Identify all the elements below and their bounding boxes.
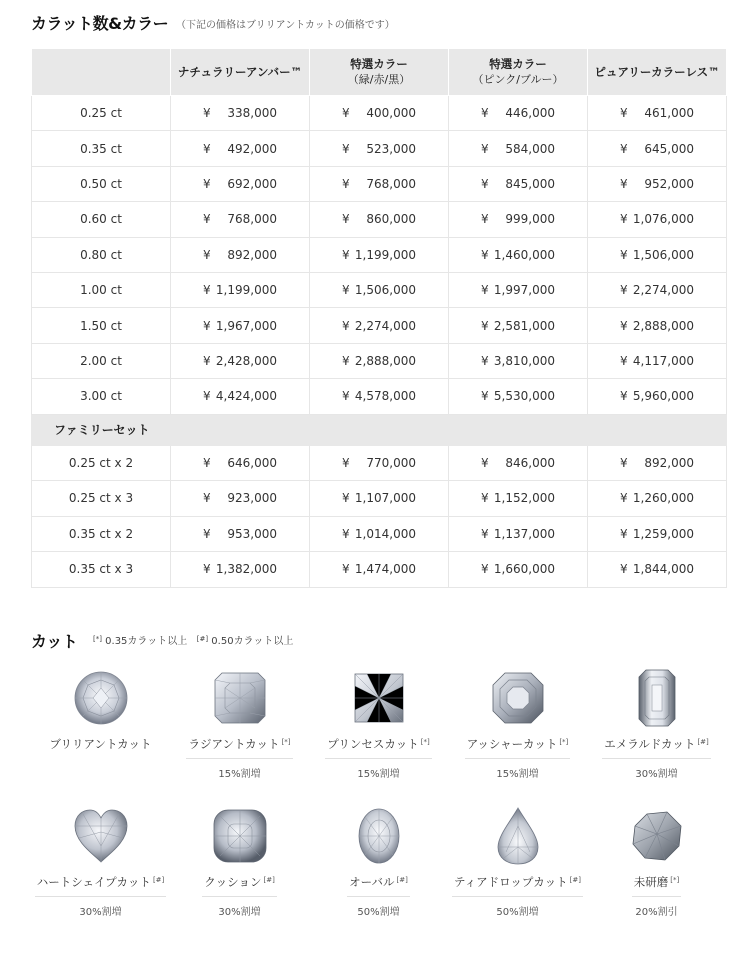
yen-sign: ¥ [481, 353, 489, 368]
row-label: 0.50 ct [32, 166, 171, 201]
price-cell [310, 96, 449, 131]
price-cell [588, 131, 727, 166]
family-set-label: ファミリーセット [32, 414, 727, 445]
price-value: 770,000 [366, 455, 416, 470]
yen-sign: ¥ [481, 212, 489, 227]
yen-sign: ¥ [481, 389, 489, 404]
yen-sign: ¥ [481, 176, 489, 191]
price-value: 446,000 [505, 106, 555, 121]
price-value: 1,107,000 [354, 491, 416, 506]
yen-sign: ¥ [620, 562, 628, 577]
price-cell [449, 272, 588, 307]
price-value: 768,000 [227, 212, 277, 227]
cut-item [587, 806, 726, 918]
row-label: 0.80 ct [32, 237, 171, 272]
header-special-color-pink-blue: 特選カラー （ピンク/ブルー） [449, 49, 588, 96]
header-natural-amber: ナチュラリーアンバー™ [171, 49, 310, 96]
price-value: 2,274,000 [354, 318, 416, 333]
price-cell [310, 343, 449, 378]
cut-name [452, 874, 583, 897]
radiant-diamond-icon [210, 668, 270, 728]
cut-item [448, 806, 587, 918]
cut-name-text: クッション [204, 875, 262, 889]
price-value: 5,530,000 [493, 389, 555, 404]
price-value: 1,997,000 [493, 283, 555, 298]
legend-mark-star: [*] [93, 635, 102, 643]
cut-price-adjustment: 50%割増 [496, 907, 539, 918]
price-section-title: カラット数&カラー [31, 14, 169, 33]
price-value: 2,888,000 [354, 353, 416, 368]
price-cell [310, 552, 449, 588]
yen-sign: ¥ [203, 562, 211, 577]
price-value: 1,014,000 [354, 526, 416, 541]
price-value: 768,000 [366, 176, 416, 191]
price-value: 1,199,000 [215, 283, 277, 298]
cut-name-text: ハートシェイプカット [36, 875, 151, 889]
cut-name [602, 736, 711, 759]
price-cell [588, 166, 727, 201]
cut-name-text: エメラルドカット [604, 737, 696, 751]
price-cell [449, 308, 588, 343]
price-cell [588, 96, 727, 131]
price-value: 646,000 [227, 455, 277, 470]
yen-sign: ¥ [342, 491, 350, 506]
price-value: 1,076,000 [632, 212, 694, 227]
price-cell [310, 481, 449, 517]
yen-sign: ¥ [481, 283, 489, 298]
family-price-row [32, 445, 727, 481]
cut-size-mark: [*] [670, 876, 680, 884]
cut-name [465, 736, 571, 759]
price-cell [588, 379, 727, 414]
yen-sign: ¥ [342, 106, 350, 121]
cut-name [202, 874, 277, 897]
header-cell-empty [32, 49, 171, 96]
yen-sign: ¥ [620, 283, 628, 298]
price-cell [449, 166, 588, 201]
yen-sign: ¥ [203, 526, 211, 541]
price-table-body [32, 96, 727, 588]
row-label: 0.35 ct [32, 131, 171, 166]
cut-name-text: アッシャーカット [466, 737, 558, 751]
yen-sign: ¥ [203, 455, 211, 470]
yen-sign: ¥ [481, 526, 489, 541]
price-row [32, 272, 727, 307]
price-value: 860,000 [366, 212, 416, 227]
cut-size-mark: [*] [559, 738, 569, 746]
price-value: 1,844,000 [632, 562, 694, 577]
price-cell [449, 131, 588, 166]
price-cell [449, 481, 588, 517]
cut-price-adjustment: 30%割増 [79, 907, 122, 918]
yen-sign: ¥ [620, 455, 628, 470]
cut-legend [93, 632, 293, 647]
family-price-row [32, 552, 727, 588]
price-value: 5,960,000 [632, 389, 694, 404]
price-value: 953,000 [227, 526, 277, 541]
yen-sign: ¥ [342, 562, 350, 577]
yen-sign: ¥ [203, 106, 211, 121]
price-value: 584,000 [505, 141, 555, 156]
price-cell [588, 343, 727, 378]
price-cell [588, 202, 727, 237]
yen-sign: ¥ [620, 176, 628, 191]
price-cell [171, 237, 310, 272]
rough-diamond-icon [627, 806, 687, 866]
cut-price-adjustment: 30%割増 [218, 907, 261, 918]
yen-sign: ¥ [620, 212, 628, 227]
family-price-row [32, 481, 727, 517]
price-cell [310, 379, 449, 414]
price-row [32, 131, 727, 166]
price-cell [171, 272, 310, 307]
cut-item [309, 668, 448, 780]
price-cell [588, 272, 727, 307]
price-row [32, 379, 727, 414]
cut-price-adjustment: 15%割増 [218, 769, 261, 780]
yen-sign: ¥ [342, 247, 350, 262]
price-cell [171, 308, 310, 343]
yen-sign: ¥ [481, 455, 489, 470]
yen-sign: ¥ [620, 247, 628, 262]
price-cell [588, 445, 727, 481]
cut-item [587, 668, 726, 780]
price-cell [588, 237, 727, 272]
price-row [32, 96, 727, 131]
cut-name [632, 874, 681, 897]
row-label: 0.35 ct x 2 [32, 516, 171, 552]
price-value: 3,810,000 [493, 353, 555, 368]
price-table [31, 48, 727, 588]
asscher-diamond-icon [488, 668, 548, 728]
row-label: 3.00 ct [32, 379, 171, 414]
price-value: 1,967,000 [215, 318, 277, 333]
price-value: 523,000 [366, 141, 416, 156]
yen-sign: ¥ [203, 212, 211, 227]
heart-diamond-icon [71, 806, 131, 866]
price-cell [171, 552, 310, 588]
family-set-group-row [32, 414, 727, 445]
price-value: 2,274,000 [632, 283, 694, 298]
yen-sign: ¥ [481, 318, 489, 333]
price-value: 4,424,000 [215, 389, 277, 404]
price-value: 338,000 [227, 106, 277, 121]
price-value: 1,152,000 [493, 491, 555, 506]
yen-sign: ¥ [620, 106, 628, 121]
cut-price-adjustment: 50%割増 [357, 907, 400, 918]
yen-sign: ¥ [203, 318, 211, 333]
price-cell [171, 481, 310, 517]
row-label: 1.00 ct [32, 272, 171, 307]
yen-sign: ¥ [342, 526, 350, 541]
yen-sign: ¥ [481, 106, 489, 121]
price-row [32, 166, 727, 201]
price-value: 892,000 [644, 455, 694, 470]
cut-name [347, 874, 410, 897]
price-value: 1,474,000 [354, 562, 416, 577]
price-cell [171, 131, 310, 166]
cut-name-text: オーバル [349, 875, 395, 889]
yen-sign: ¥ [203, 491, 211, 506]
price-cell [449, 202, 588, 237]
price-cell [588, 552, 727, 588]
cut-name-text: ティアドロップカット [454, 875, 568, 889]
price-value: 1,506,000 [354, 283, 416, 298]
price-value: 1,382,000 [215, 562, 277, 577]
price-row [32, 202, 727, 237]
price-cell [310, 308, 449, 343]
oval-diamond-icon [349, 806, 409, 866]
price-cell [310, 445, 449, 481]
price-value: 4,578,000 [354, 389, 416, 404]
cut-name-text: 未研磨 [633, 875, 669, 889]
yen-sign: ¥ [342, 318, 350, 333]
cut-name [47, 736, 153, 758]
yen-sign: ¥ [481, 141, 489, 156]
row-label: 0.25 ct [32, 96, 171, 131]
price-cell [171, 516, 310, 552]
cut-price-adjustment: 20%割引 [635, 907, 678, 918]
yen-sign: ¥ [342, 141, 350, 156]
price-value: 2,888,000 [632, 318, 694, 333]
cut-item [31, 668, 170, 758]
price-value: 1,137,000 [493, 526, 555, 541]
yen-sign: ¥ [342, 455, 350, 470]
price-value: 4,117,000 [632, 353, 694, 368]
price-value: 1,460,000 [493, 247, 555, 262]
price-cell [310, 202, 449, 237]
cut-item [309, 806, 448, 918]
price-value: 1,660,000 [493, 562, 555, 577]
cut-size-mark: [*] [420, 738, 430, 746]
price-value: 400,000 [366, 106, 416, 121]
price-row [32, 343, 727, 378]
yen-sign: ¥ [620, 526, 628, 541]
cut-size-mark: [#] [263, 876, 275, 884]
price-table-header [32, 49, 727, 96]
price-cell [171, 96, 310, 131]
price-value: 692,000 [227, 176, 277, 191]
price-value: 1,506,000 [632, 247, 694, 262]
yen-sign: ¥ [203, 247, 211, 262]
price-row [32, 308, 727, 343]
cut-name-text: ラジアントカット [188, 737, 280, 751]
cut-item [170, 668, 309, 780]
cut-name [325, 736, 431, 759]
price-value: 892,000 [227, 247, 277, 262]
cut-size-mark: [#] [697, 738, 709, 746]
cut-name-text: プリンセスカット [327, 737, 419, 751]
cut-item [170, 806, 309, 918]
cut-size-mark: [#] [569, 876, 581, 884]
cut-price-adjustment: 15%割増 [496, 769, 539, 780]
yen-sign: ¥ [342, 389, 350, 404]
cut-item [31, 806, 170, 918]
price-cell [449, 343, 588, 378]
price-value: 923,000 [227, 491, 277, 506]
price-value: 1,260,000 [632, 491, 694, 506]
cut-item [448, 668, 587, 780]
yen-sign: ¥ [620, 389, 628, 404]
yen-sign: ¥ [203, 141, 211, 156]
round-diamond-icon [71, 668, 131, 728]
yen-sign: ¥ [203, 176, 211, 191]
price-cell [588, 516, 727, 552]
price-cell [449, 516, 588, 552]
cut-name [35, 874, 167, 897]
row-label: 0.25 ct x 2 [32, 445, 171, 481]
price-row [32, 237, 727, 272]
emerald-diamond-icon [627, 668, 687, 728]
price-cell [171, 166, 310, 201]
price-value: 461,000 [644, 106, 694, 121]
price-value: 645,000 [644, 141, 694, 156]
price-value: 999,000 [505, 212, 555, 227]
legend-mark-hash: [#] [196, 635, 209, 643]
header-purely-colorless: ピュアリーカラーレス™ [588, 49, 727, 96]
yen-sign: ¥ [203, 283, 211, 298]
cut-size-mark: [*] [281, 738, 291, 746]
yen-sign: ¥ [342, 212, 350, 227]
yen-sign: ¥ [620, 491, 628, 506]
yen-sign: ¥ [203, 353, 211, 368]
yen-sign: ¥ [481, 491, 489, 506]
header-special-color-green-red-black: 特選カラー （緑/赤/黒） [310, 49, 449, 96]
yen-sign: ¥ [203, 389, 211, 404]
price-cell [449, 379, 588, 414]
price-cell [449, 237, 588, 272]
price-cell [310, 166, 449, 201]
price-cell [449, 445, 588, 481]
yen-sign: ¥ [342, 283, 350, 298]
price-cell [171, 379, 310, 414]
price-value: 1,259,000 [632, 526, 694, 541]
yen-sign: ¥ [620, 141, 628, 156]
cut-size-mark: [#] [396, 876, 408, 884]
price-value: 2,581,000 [493, 318, 555, 333]
price-value: 846,000 [505, 455, 555, 470]
price-value: 2,428,000 [215, 353, 277, 368]
yen-sign: ¥ [620, 318, 628, 333]
price-value: 1,199,000 [354, 247, 416, 262]
teardrop-diamond-icon [488, 806, 548, 866]
cut-price-adjustment: 15%割増 [357, 769, 400, 780]
price-cell [310, 516, 449, 552]
row-label: 0.25 ct x 3 [32, 481, 171, 517]
yen-sign: ¥ [481, 562, 489, 577]
cut-name-text: ブリリアントカット [49, 737, 152, 751]
yen-sign: ¥ [481, 247, 489, 262]
legend-text-hash: 0.50カラット以上 [211, 636, 294, 647]
price-value: 845,000 [505, 176, 555, 191]
price-cell [310, 272, 449, 307]
price-cell [310, 237, 449, 272]
price-cell [588, 308, 727, 343]
yen-sign: ¥ [342, 176, 350, 191]
price-value: 952,000 [644, 176, 694, 191]
row-label: 0.35 ct x 3 [32, 552, 171, 588]
row-label: 0.60 ct [32, 202, 171, 237]
price-section-note: （下記の価格はブリリアントカットの価格です） [176, 20, 395, 31]
cut-price-adjustment: 30%割増 [635, 769, 678, 780]
price-cell [171, 343, 310, 378]
row-label: 2.00 ct [32, 343, 171, 378]
cushion-diamond-icon [210, 806, 270, 866]
princess-diamond-icon [349, 668, 409, 728]
price-cell [449, 96, 588, 131]
cut-size-mark: [#] [152, 876, 165, 884]
yen-sign: ¥ [620, 353, 628, 368]
yen-sign: ¥ [342, 353, 350, 368]
price-cell [449, 552, 588, 588]
cut-name [186, 736, 292, 759]
price-cell [171, 445, 310, 481]
row-label: 1.50 ct [32, 308, 171, 343]
price-cell [588, 481, 727, 517]
cut-section-title: カット [31, 632, 78, 651]
legend-text-star: 0.35カラット以上 [105, 636, 188, 647]
family-price-row [32, 516, 727, 552]
price-cell [171, 202, 310, 237]
price-value: 492,000 [227, 141, 277, 156]
price-cell [310, 131, 449, 166]
